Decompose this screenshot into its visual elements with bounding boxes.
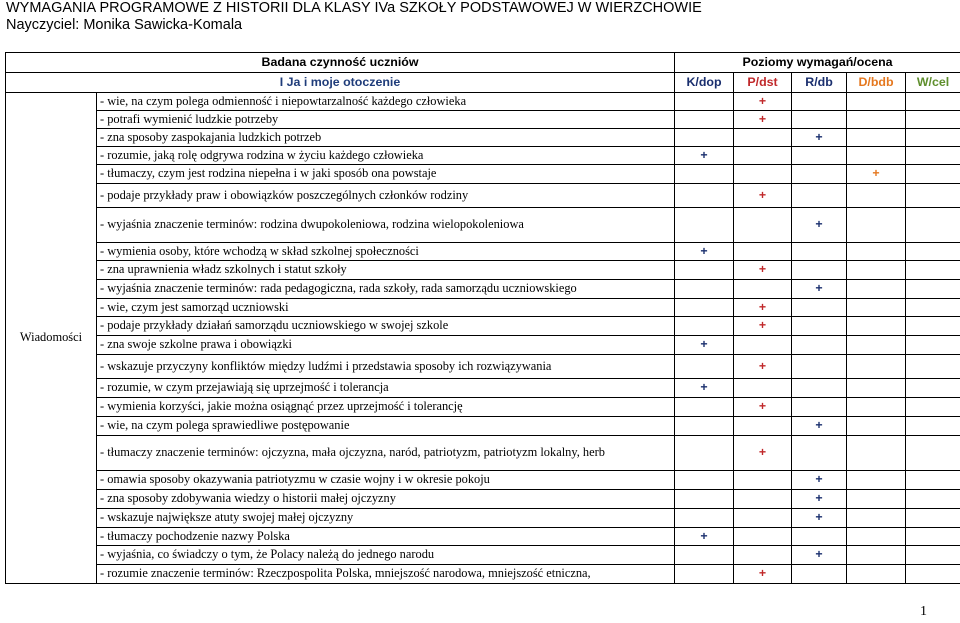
table-row xyxy=(6,299,960,317)
level-cell xyxy=(675,436,734,471)
table-row xyxy=(6,565,960,584)
level-cell xyxy=(906,317,960,336)
requirement-text: - wskazuje przyczyny konfliktów między ludźmi i przedstawia sposoby ich rozwiązywania xyxy=(97,355,675,379)
level-mark: + xyxy=(734,355,792,379)
table-row xyxy=(6,417,960,436)
level-cell xyxy=(906,261,960,280)
requirement-text: - wie, na czym polega odmienność i niepowtarzalność każdego człowieka xyxy=(97,93,675,111)
requirement-text: - omawia sposoby okazywania patriotyzmu w czasie wojny i w okresie pokoju xyxy=(97,471,675,490)
level-cell xyxy=(906,528,960,546)
level-cell xyxy=(734,509,792,528)
level-cell xyxy=(792,184,847,208)
level-mark: + xyxy=(734,565,792,584)
level-cell xyxy=(906,147,960,165)
level-cell xyxy=(792,379,847,398)
level-cell xyxy=(675,317,734,336)
level-cell xyxy=(906,184,960,208)
level-cell xyxy=(792,147,847,165)
level-cell xyxy=(906,471,960,490)
level-cell xyxy=(847,147,906,165)
level-cell xyxy=(847,208,906,243)
level-mark: + xyxy=(734,184,792,208)
level-cell xyxy=(906,417,960,436)
level-cell xyxy=(847,280,906,299)
requirement-text: - wymienia osoby, które wchodzą w skład szkolnej społeczności xyxy=(97,243,675,261)
table-row xyxy=(6,243,960,261)
requirement-text: - wskazuje największe atuty swojej małej ojczyzny xyxy=(97,509,675,528)
table-row xyxy=(6,379,960,398)
table-row xyxy=(6,336,960,355)
level-cell xyxy=(675,417,734,436)
level-cell xyxy=(734,546,792,565)
level-cell xyxy=(734,471,792,490)
requirement-text: - rozumie znaczenie terminów: Rzeczpospolita Polska, mniejszość narodowa, mniejszość etniczna, xyxy=(97,565,675,584)
teacher-name: Nayczyciel: Monika Sawicka-Komala xyxy=(6,17,243,33)
level-mark: + xyxy=(792,417,847,436)
level-cell xyxy=(792,317,847,336)
level-mark: + xyxy=(792,546,847,565)
requirement-text: - wie, czym jest samorząd uczniowski xyxy=(97,299,675,317)
requirement-text: - podaje przykłady praw i obowiązków poszczególnych członków rodziny xyxy=(97,184,675,208)
level-cell xyxy=(675,208,734,243)
level-cell xyxy=(847,398,906,417)
level-mark: + xyxy=(792,129,847,147)
level-cell xyxy=(675,398,734,417)
level-cell xyxy=(792,243,847,261)
level-cell xyxy=(847,509,906,528)
level-cell xyxy=(847,184,906,208)
requirement-text: - wyjaśnia znaczenie terminów: rodzina dwupokoleniowa, rodzina wielopokoleniowa xyxy=(97,208,675,243)
requirement-text: - podaje przykłady działań samorządu uczniowskiego w swojej szkole xyxy=(97,317,675,336)
level-cell xyxy=(906,546,960,565)
requirement-text: - tłumaczy, czym jest rodzina niepełna i w jaki sposób ona powstaje xyxy=(97,165,675,184)
level-cell xyxy=(847,243,906,261)
level-cell xyxy=(847,528,906,546)
level-cell xyxy=(847,379,906,398)
table-row xyxy=(6,280,960,299)
level-cell xyxy=(906,398,960,417)
level-cell xyxy=(792,436,847,471)
requirement-text: - zna sposoby zaspokajania ludzkich potrzeb xyxy=(97,129,675,147)
level-cell xyxy=(675,165,734,184)
level-cell xyxy=(906,280,960,299)
level-cell xyxy=(906,490,960,509)
level-cell xyxy=(734,147,792,165)
level-cell xyxy=(675,546,734,565)
table-row xyxy=(6,111,960,129)
table-row xyxy=(6,471,960,490)
level-cell xyxy=(675,490,734,509)
level-mark: + xyxy=(675,147,734,165)
table-row xyxy=(6,398,960,417)
requirement-text: - tłumaczy pochodzenie nazwy Polska xyxy=(97,528,675,546)
level-mark: + xyxy=(847,165,906,184)
level-cell xyxy=(847,299,906,317)
level-cell xyxy=(906,243,960,261)
level-cell xyxy=(792,111,847,129)
section-title: I Ja i moje otoczenie xyxy=(6,73,675,93)
level-cell xyxy=(675,509,734,528)
level-cell xyxy=(675,565,734,584)
level-cell xyxy=(847,261,906,280)
level-cell xyxy=(792,565,847,584)
levels-header: Poziomy wymagań/ocena xyxy=(675,53,960,73)
level-cell xyxy=(906,509,960,528)
table-row xyxy=(6,165,960,184)
level-cell xyxy=(792,355,847,379)
level-cell xyxy=(734,208,792,243)
level-cell xyxy=(734,528,792,546)
level-mark: + xyxy=(734,111,792,129)
level-cell xyxy=(734,336,792,355)
level-cell xyxy=(847,93,906,111)
level-cell xyxy=(792,528,847,546)
level-mark: + xyxy=(734,317,792,336)
requirement-text: - rozumie, w czym przejawiają się uprzejmość i tolerancja xyxy=(97,379,675,398)
table-row xyxy=(6,261,960,280)
level-cell xyxy=(906,565,960,584)
level-cell xyxy=(675,93,734,111)
level-cell xyxy=(734,243,792,261)
level-cell xyxy=(792,93,847,111)
level-cell xyxy=(906,336,960,355)
activity-header: Badana czynność uczniów xyxy=(6,53,675,73)
level-cell xyxy=(906,93,960,111)
level-header-r-db: R/db xyxy=(792,73,847,93)
level-cell xyxy=(906,355,960,379)
level-mark: + xyxy=(792,208,847,243)
level-header-d-bdb: D/bdb xyxy=(847,73,906,93)
level-cell xyxy=(906,299,960,317)
table-row xyxy=(6,436,960,471)
level-mark: + xyxy=(734,299,792,317)
requirement-text: - wyjaśnia znaczenie terminów: rada pedagogiczna, rada szkoły, rada samorządu uczniowskiego xyxy=(97,280,675,299)
level-cell xyxy=(847,336,906,355)
document-title: WYMAGANIA PROGRAMOWE Z HISTORII DLA KLASY IVa SZKOŁY PODSTAWOWEJ W WIERZCHOWIE xyxy=(6,0,702,16)
table-row xyxy=(6,317,960,336)
table-row xyxy=(6,546,960,565)
requirement-text: - wie, na czym polega sprawiedliwe postępowanie xyxy=(97,417,675,436)
level-cell xyxy=(847,417,906,436)
level-mark: + xyxy=(675,243,734,261)
level-cell xyxy=(847,355,906,379)
level-cell xyxy=(906,379,960,398)
page-number: 1 xyxy=(920,604,927,619)
table-row xyxy=(6,93,960,111)
level-mark: + xyxy=(734,261,792,280)
level-mark: + xyxy=(792,490,847,509)
level-cell xyxy=(792,336,847,355)
level-mark: + xyxy=(675,336,734,355)
table-row xyxy=(6,509,960,528)
level-cell xyxy=(792,398,847,417)
requirement-text: - zna uprawnienia władz szkolnych i statut szkoły xyxy=(97,261,675,280)
level-cell xyxy=(906,111,960,129)
table-row xyxy=(6,490,960,509)
level-cell xyxy=(675,280,734,299)
level-cell xyxy=(734,490,792,509)
level-cell xyxy=(847,565,906,584)
level-cell xyxy=(847,490,906,509)
level-mark: + xyxy=(734,398,792,417)
table-row xyxy=(6,184,960,208)
level-mark: + xyxy=(675,528,734,546)
level-header-k-dop: K/dop xyxy=(675,73,734,93)
level-cell xyxy=(675,184,734,208)
level-cell xyxy=(906,129,960,147)
requirement-text: - wyjaśnia, co świadczy o tym, że Polacy należą do jednego narodu xyxy=(97,546,675,565)
table-row xyxy=(6,355,960,379)
level-cell xyxy=(675,111,734,129)
requirement-text: - zna swoje szkolne prawa i obowiązki xyxy=(97,336,675,355)
level-mark: + xyxy=(734,93,792,111)
level-cell xyxy=(792,165,847,184)
requirement-text: - tłumaczy znaczenie terminów: ojczyzna, mała ojczyzna, naród, patriotyzm, patriotyzm lokalny, herb xyxy=(97,436,675,471)
table-row xyxy=(6,528,960,546)
level-cell xyxy=(734,417,792,436)
level-cell xyxy=(847,471,906,490)
category-label: Wiadomości xyxy=(6,93,97,584)
level-cell xyxy=(675,299,734,317)
level-cell xyxy=(847,111,906,129)
level-mark: + xyxy=(792,509,847,528)
level-mark: + xyxy=(792,471,847,490)
requirement-text: - rozumie, jaką rolę odgrywa rodzina w życiu każdego człowieka xyxy=(97,147,675,165)
level-cell xyxy=(675,355,734,379)
level-cell xyxy=(734,165,792,184)
level-cell xyxy=(734,129,792,147)
level-cell xyxy=(906,436,960,471)
table-row xyxy=(6,129,960,147)
table-row xyxy=(6,147,960,165)
requirement-text: - wymienia korzyści, jakie można osiągnąć przez uprzejmość i tolerancję xyxy=(97,398,675,417)
requirements-table xyxy=(5,52,960,584)
level-cell xyxy=(847,436,906,471)
level-cell xyxy=(847,317,906,336)
requirement-text: - zna sposoby zdobywania wiedzy o historii małej ojczyzny xyxy=(97,490,675,509)
level-cell xyxy=(847,546,906,565)
level-cell xyxy=(847,129,906,147)
level-cell xyxy=(734,379,792,398)
level-cell xyxy=(792,299,847,317)
level-cell xyxy=(675,261,734,280)
level-cell xyxy=(906,208,960,243)
level-header-w-cel: W/cel xyxy=(906,73,960,93)
level-header-p-dst: P/dst xyxy=(734,73,792,93)
level-cell xyxy=(906,165,960,184)
level-cell xyxy=(675,471,734,490)
level-mark: + xyxy=(675,379,734,398)
level-mark: + xyxy=(792,280,847,299)
level-mark: + xyxy=(734,436,792,471)
requirement-text: - potrafi wymienić ludzkie potrzeby xyxy=(97,111,675,129)
level-cell xyxy=(734,280,792,299)
table-row xyxy=(6,208,960,243)
level-cell xyxy=(675,129,734,147)
level-cell xyxy=(792,261,847,280)
